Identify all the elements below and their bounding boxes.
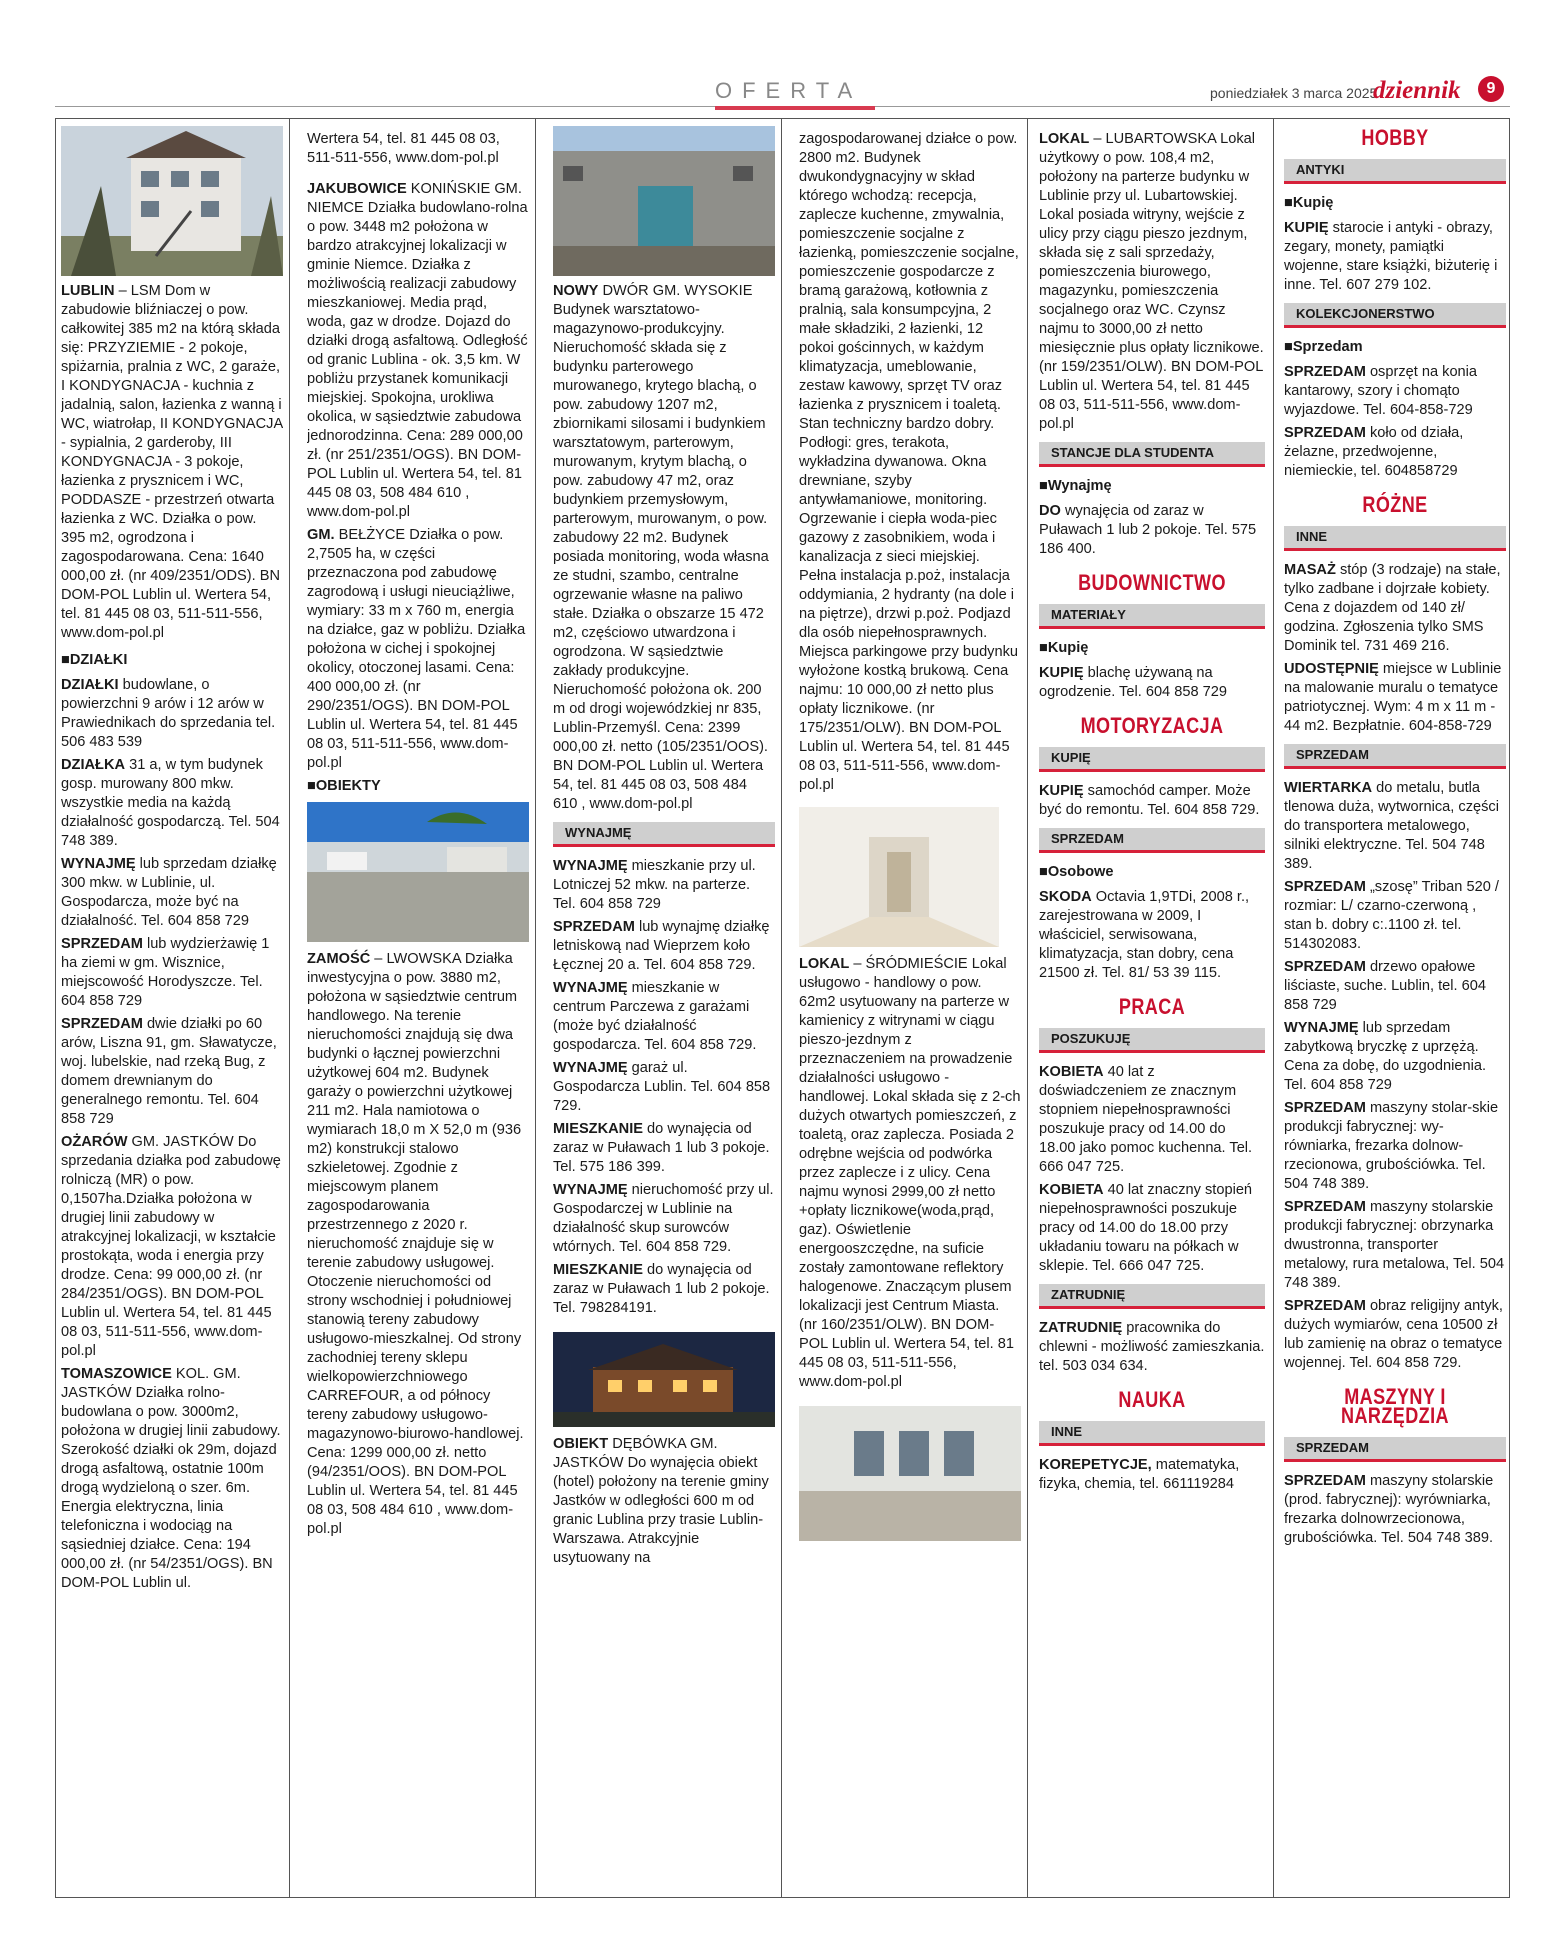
column-3 [553,118,775,1898]
ad-text: KOBIETA 40 lat z doświadczeniem ze znacznym stopniem niepełnosprawności poszukuje pracy od 14.00 do 18.00 jako pomoc kuchenna. Tel. 666 047 725. [1039,1064,1253,1175]
column-2 [307,130,529,1910]
column-6 [1284,118,1506,1898]
ad-text: TOMASZOWICE KOL. GM. JASTKÓW Działka rolno-budowlana o pow. 3000m2, położona w drugiej linii zabudowy. Szerokość działki ok 29m, dojazd drogą asfaltową, ostatnie 100m drogą wydzieloną o szer. 6m. Energia elektryczna, linia telefoniczna i wodociąg na sąsiedniej działce. Cena: 194 000,00 zł. (nr 54/2351/OGS). BN DOM-POL Lublin ul. [61,1366,281,1591]
ad-text: WYNAJMĘ garaż ul. Gospodarcza Lublin. Tel. 604 858 729. [553,1060,771,1114]
category-bar: INNE [1039,1421,1265,1446]
ad-text: SPRZEDAM lub wynajmę działkę letniskową nad Wieprzem koło Łęcznej 20 a. Tel. 604 858 729. [553,919,770,973]
column-separator [781,118,782,1898]
column-separator [289,118,290,1898]
ad-text: KUPIĘ blachę używaną na ogrodzenie. Tel. 604 858 729 [1039,665,1227,700]
ad-text: JAKUBOWICE KONIŃSKIE GM. NIEMCE Działka budowlano-rolna o pow. 3448 m2 położona w bardzo atrakcyjnej lokalizacji w gminie Niemce. Działka z możliwością realizacji zabudowy mieszkaniowej. Media prąd, woda, gaz w drodze. Dojazd do działki drogą asfaltową. Odległość od granic Lublina - ok. 3,5 km. W pobliżu przystanek komunikacji miejskiej. Spokojna, urokliwa okolica, w sąsiedztwie zabudowa jednorodzinna. Cena: 289 000,00 zł. (nr 251/2351/OGS). BN DOM-POL Lublin ul. Wertera 54, tel. 81 445 08 03, 508 484 610 , www.dom-pol.pl [307,181,528,520]
ad-text: WYNAJMĘ mieszkanie w centrum Parczewa z garażami (może być działalność gospodarcza. Tel. 604 858 729. [553,980,757,1053]
category-bar: SPRZEDAM [1039,828,1265,853]
category-bar: ZATRUDNIĘ [1039,1284,1265,1309]
page-number: 9 [1478,76,1504,102]
ad-text: KOREPETYCJE, matematyka, fizyka, chemia, tel. 661119284 [1039,1457,1240,1492]
subsection-heading: ■ DZIAŁKI [61,651,283,670]
ad-text: SKODA Octavia 1,9TDi, 2008 r., zarejestrowana w 2009, I właściciel, serwisowana, klimatyzacja, stan dobry, cena 21500 zł. Tel. 81/ 53 39 115. [1039,889,1250,981]
category-bar: ANTYKI [1284,159,1506,184]
ad-text: NOWY DWÓR GM. WYSOKIE Budynek warsztatowo-magazynowo-produkcyjny. Nieruchomość składa się z budynku parterowego murowanego, krytego blachą, o pow. zabudowy 1207 m2, zbiornikami silosami i budynkiem warsztatowym, parterowym, murowanym, krytym blachą, o pow. zabudowy 47 m2, oraz budynkiem przemysłowym, parterowym, murowanym, o pow. zabudowy 22 m2. Budynek posiada monitoring, woda własna ze studni, szambo, centralne ogrzewanie własne na paliwo stałe. Działka o obszarze 15 472 m2, częściowo utwardzona i ogrodzona. W sąsiedztwie zakłady produkcyjne. Nieruchomość położona ok. 200 m od drogi wojewódzkiej nr 835, Lublin-Przemyśl. Cena: 2399 000,00 zł. netto (105/2351/OOS). BN DOM-POL Lublin ul. Wertera 54, tel. 81 445 08 03, 508 484 610 , www.dom-pol.pl [553,283,769,812]
ad-text: SPRZEDAM maszyny stolarskie (prod. fabrycznej): wyrówniarka, frezarka dolnowrzecionowa, grubościówka. Tel. 504 748 389. [1284,1473,1494,1546]
issue-date: poniedziałek 3 marca 2025 [1210,85,1378,101]
ad-text: WYNAJMĘ nieruchomość przy ul. Gospodarczej w Lublinie na działalność skup surowców wtórnych. Tel. 604 858 729. [553,1182,774,1255]
ad-text: OŻARÓW GM. JASTKÓW Do sprzedania działka pod zabudowę rolniczą (MR) o pow. 0,1507ha.Działka położona w drugiej linii zabudowy w atrakcyjnej lokalizacji, w kształcie prostokąta, woda i energia przy drodze. Cena: 99 000,00 zł. (nr 284/2351/OGS). BN DOM-POL Lublin ul. Wertera 54, tel. 81 445 08 03, 511-511-556, www.dom-pol.pl [61,1134,281,1359]
ad-text: SPRZEDAM „szosę” Triban 520 / rozmiar: L/ czarno-czerwoną , stan b. dobry c:.1100 zł. tel. 514302083. [1284,879,1499,952]
corridor-photo [799,807,999,947]
ad-text: SPRZEDAM lub wydzierżawię 1 ha ziemi w gm. Wisznice, miejscowość Horodyszcze. Tel. 604 858 729 [61,936,270,1009]
section-heading: MOTORYZACJA [1080,713,1224,738]
commercial-lot-photo [307,802,529,942]
subsection-heading: ■ Sprzedam [1284,338,1506,357]
ad-text: WYNAJMĘ lub sprzedam działkę 300 mkw. w Lublinie, ul. Gospodarcza, może być na działalność. Tel. 604 858 729 [61,856,277,929]
ad-text: SPRZEDAM maszyny stolar-skie produkcji fabrycznej: wy-równiarka, frezarka dolnow-rzecionowa, grubościówka. Tel. 504 748 389. [1284,1100,1499,1192]
category-bar: KUPIĘ [1039,747,1265,772]
section-heading: MASZYNY I NARZĘDZIA [1341,1384,1449,1428]
column-1 [61,118,283,1898]
ad-text: LOKAL – ŚRÓDMIEŚCIE Lokal usługowo - handlowy o pow. 62m2 usytuowany na parterze w kamienicy z witrynami w ciągu pieszo-jezdnym z przeznaczeniem na prowadzenie działalności usługowo - handlowej. Lokal składa się z 2-ch dużych otwartych pomieszczeń, z toaletą, oraz zaplecza. Posiada 2 odrębne wejścia od podwórka przez zaplecze i z ulicy. Cena najmu wynosi 2999,00 zł netto +opłaty licznikowe(woda,prąd, gaz). Oświetlenie energooszczędne, na suficie zostały zamontowane reflektory halogenowe. Znaczącym plusem lokalizacji jest Centrum Miasta. (nr 160/2351/OLW). BN DOM-POL Lublin ul. Wertera 54, tel. 81 445 08 03, 511-511-556, www.dom-pol.pl [799,956,1021,1390]
ad-text: MIESZKANIE do wynajęcia od zaraz w Puławach 1 lub 3 pokoje. Tel. 575 186 399. [553,1121,770,1175]
ad-text: WYNAJMĘ mieszkanie przy ul. Lotniczej 52 mkw. na parterze. Tel. 604 858 729 [553,858,756,912]
ad-text: SPRZEDAM koło od działa, żelazne, przedwojenne, niemieckie, tel. 604858729 [1284,425,1464,479]
ad-text: SPRZEDAM maszyny stolarskie produkcji fabrycznej: obrzynarka dwustronna, transporter metalowy, rura metalowa, Tel. 504 748 389. [1284,1199,1505,1291]
category-bar: STANCJE DLA STUDENTA [1039,442,1265,467]
ad-text: SPRZEDAM drzewo opałowe liściaste, suche. Lublin, tel. 604 858 729 [1284,959,1486,1013]
category-bar: POSZUKUJĘ [1039,1028,1265,1053]
ad-text: GM. BEŁŻYCE Działka o pow. 2,7505 ha, w części przeznaczona pod zabudowę zagrodową i usługi nieuciążliwe, wymiary: 33 m x 760 m, energia na działce, gaz w pobliżu. Działka położona w cichej i spokojnej okolicy, otoczonej lasami. Cena: 400 000,00 zł. (nr 290/2351/OGS). BN DOM-POL Lublin ul. Wertera 54, tel. 81 445 08 03, 511-511-556, www.dom-pol.pl [307,527,526,771]
ad-text: WYNAJMĘ lub sprzedam zabytkową bryczkę z uprzężą. Cena za dobę, do uzgodnienia. Tel. 604 858 729 [1284,1020,1487,1093]
section-heading: PRACA [1118,994,1186,1019]
column-4 [799,130,1021,1910]
ad-text: UDOSTĘPNIĘ miejsce w Lublinie na malowanie muralu o tematyce patriotycznej. Wym: 4 m x 11 m - 44 m2. Bezpłatnie. 604-858-729 [1284,661,1502,734]
ad-text: MIESZKANIE do wynajęcia od zaraz w Puławach 1 lub 2 pokoje. Tel. 798284191. [553,1262,770,1316]
column-separator [1027,118,1028,1898]
ad-text: DO wynajęcia od zaraz w Puławach 1 lub 2 pokoje. Tel. 575 186 400. [1039,503,1257,557]
section-heading: RÓŻNE [1362,492,1428,517]
ad-text: KUPIĘ starocie i antyki - obrazy, zegary, monety, pamiątki wojenne, stare książki, biżuterię i inne. Tel. 607 279 102. [1284,220,1498,293]
column-5 [1039,130,1265,1910]
ad-text: zagospodarowanej działce o pow. 2800 m2. Budynek dwukondygnacyjny w skład którego wchodzą: recepcja, zaplecze kuchenne, zmywalnia, pomieszczenie socjalne z łazienką, pomieszczenie socjalne, pomieszczenie gospodarcze z bramą garażową, kotłownia z pralnią, sala konsumpcyjna, 2 małe składziki, 2 łazienki, 12 pokoi gościnnych, w każdym klimatyzacja, umeblowanie, zestaw kawowy, sprzęt TV oraz łazienka z prysznicem i toaletą. Stan techniczny bardzo dobry. Podłogi: gres, terakota, wykładzina dywanowa. Okna drewniane, szyby antywłamaniowe, monitoring. Ogrzewanie i ciepła woda-piec gazowy z zasobnikiem, woda i kanalizacja z sieci miejskiej. Pełna instalacja p.poż, instalacja oddymiania, 2 hydranty (na dole i na piętrze), drzwi p.poż. Podjazd dla osób niepełnosprawnych. Miejsca parkingowe przy budynku wyłożone kostką brukową. Cena najmu: 10 000,00 zł netto plus opłaty licznikowe. (nr 175/2351/OLW). BN DOM-POL Lublin ul. Wertera 54, tel. 81 445 08 03, 511-511-556, www.dom-pol.pl [799,131,1019,793]
ad-text: Wertera 54, tel. 81 445 08 03, 511-511-556, www.dom-pol.pl [307,131,500,166]
category-bar: MATERIAŁY [1039,604,1265,629]
subsection-heading: ■ OBIEKTY [307,777,529,796]
ad-text: MASAŻ stóp (3 rodzaje) na stałe, tylko zadbane i dojrzałe kobiety. Cena z dojazdem od 140 zł/ godzina. Zgłoszenia tylko SMS Dominik tel. 731 469 216. [1284,562,1501,654]
empty-room-photo [799,1406,1021,1541]
ad-text: ZAMOŚĆ – LWOWSKA Działka inwestycyjna o pow. 3880 m2, położona w sąsiedztwie centrum handlowego. Na terenie nieruchomości znajdują się dwa budynki o łącznej powierzchni użytkowej 604 m2. Budynek garaży o powierzchni użytkowej 211 m2. Hala namiotowa o wymiarach 18,0 m X 52,0 m (936 m2) konstrukcji stalowo szkieletowej. Zgodnie z miejscowym planem zagospodarowania przestrzennego z 2020 r. nieruchomość znajduje się w terenie zabudowy usługowej. Otoczenie nieruchomości od strony wschodniej i południowej stanowią tereny zabudowy usługowo-mieszkalnej. Od strony zachodniej tereny sklepu wielkopowierzchniowego CARREFOUR, a od północy tereny zabudowy usługowo-magazynowo-biurowo-handlowej. Cena: 1299 000,00 zł. netto (94/2351/OOS). BN DOM-POL Lublin ul. Wertera 54, tel. 81 445 08 03, 508 484 610 , www.dom-pol.pl [307,951,524,1537]
section-heading: HOBBY [1361,125,1429,150]
ad-text: ZATRUDNIĘ pracownika do chlewni - możliwość zamieszkania. tel. 503 034 634. [1039,1320,1265,1374]
ad-text: KOBIETA 40 lat znaczny stopień niepełnosprawności poszukuje pracy od 14.00 do 18.00 przy układaniu towaru na półkach w sklepie. Tel. 666 047 725. [1039,1182,1253,1274]
category-bar: SPRZEDAM [1284,744,1506,769]
subsection-heading: ■ Kupię [1039,639,1265,658]
subsection-heading: ■ Osobowe [1039,863,1265,882]
ad-text: WIERTARKA do metalu, butla tlenowa duża, wytwornica, części do transportera metalowego, silniki elektryczne. Tel. 504 748 389. [1284,780,1499,872]
ad-text: DZIAŁKI budowlane, o powierzchni 9 arów i 12 arów w Prawiednikach do sprzedania tel. 506 483 539 [61,677,276,750]
hotel-night-photo [553,1332,775,1427]
section-title: OFERTA [715,78,863,103]
ad-text: OBIEKT DĘBÓWKA GM. JASTKÓW Do wynajęcia obiekt (hotel) położony na terenie gminy Jastków w odległości 600 m od granic Lublina przy trasie Lublin-Warszawa. Atrakcyjnie usytuowany na [553,1436,769,1566]
ad-text: SPRZEDAM dwie działki po 60 arów, Liszna 91, gm. Sławatycze, woj. lubelskie, nad rzeką Bug, z domem drewnianym do generalnego remontu. Tel. 604 858 729 [61,1016,277,1127]
column-separator [535,118,536,1898]
section-heading: NAUKA [1118,1387,1186,1412]
warehouse-photo [553,126,775,276]
ad-text: SPRZEDAM obraz religijny antyk, dużych wymiarów, cena 10500 zł lub zamienię na obraz o tematyce wojennej. Tel. 604 858 729. [1284,1298,1503,1371]
section-heading: BUDOWNICTWO [1078,570,1226,595]
newspaper-logo: dziennik [1373,77,1461,104]
ad-text: KUPIĘ samochód camper. Może być do remontu. Tel. 604 858 729. [1039,783,1260,818]
ad-text: DZIAŁKA 31 a, w tym budynek gosp. murowany 800 mkw. wszystkie media na każdą działalność gospodarczą. Tel. 504 748 389. [61,757,280,849]
subsection-heading: ■ Wynajmę [1039,477,1265,496]
category-bar: KOLEKCJONERSTWO [1284,303,1506,328]
ad-text: SPRZEDAM osprzęt na konia kantarowy, szory i chomąto wyjazdowe. Tel. 604-858-729 [1284,364,1478,418]
ad-text: LOKAL – LUBARTOWSKA Lokal użytkowy o pow. 108,4 m2, położony na parterze budynku w Lublinie przy ul. Lubartowskiej. Lokal posiada witryny, wejście z ulicy przy ciągu pieszo jezdnym, składa się z sali sprzedaży, pomieszczenia biurowego, magazynku, pomieszczenia socjalnego oraz WC. Czynsz najmu to 3000,00 zł netto miesięcznie plus opłaty licznikowe. (nr 159/2351/OLW). BN DOM-POL Lublin ul. Wertera 54, tel. 81 445 08 03, 511-511-556, www.dom-pol.pl [1039,131,1264,432]
section-title-underline [715,106,875,110]
category-bar: SPRZEDAM [1284,1437,1506,1462]
house-photo [61,126,283,276]
subsection-heading: ■ Kupię [1284,194,1506,213]
ad-text: LUBLIN – LSM Dom w zabudowie bliźniaczej o pow. całkowitej 385 m2 na którą składa się: PRZYZIEMIE - 2 pokoje, spiżarnia, pralnia z WC, 2 garaże, I KONDYGNACJA - kuchnia z jadalnią, salon, łazienka z wanną i WC, wiatrołap, II KONDYGNACJA - sypialnia, 2 garderoby, III KONDYGNACJA - 3 pokoje, łazienka z prysznicem i WC, PODDASZE - przestrzeń otwarta łazienka z WC. Działka o pow. 395 m2, ogrodzona i zagospodarowana. Cena: 1640 000,00 zł. (nr 409/2351/ODS). BN DOM-POL Lublin ul. Wertera 54, tel. 81 445 08 03, 511-511-556, www.dom-pol.pl [61,283,283,641]
page-header [55,77,1510,110]
category-bar: WYNAJMĘ [553,822,775,847]
column-separator [1273,118,1274,1898]
category-bar: INNE [1284,526,1506,551]
